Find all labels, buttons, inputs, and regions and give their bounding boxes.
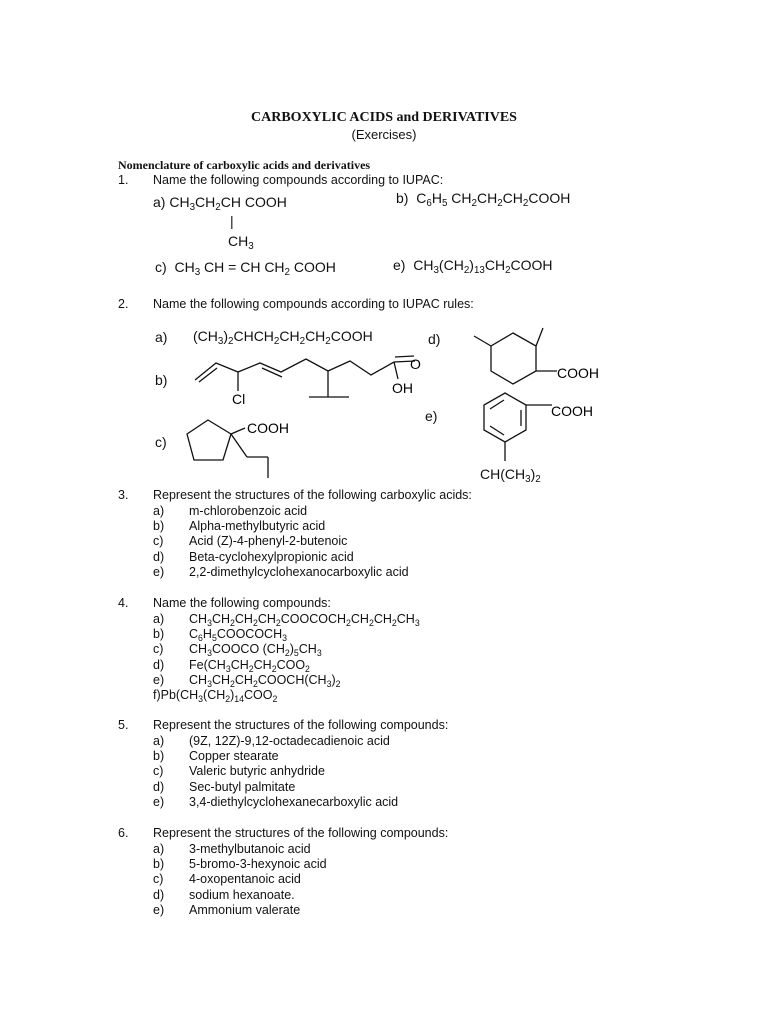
- q5-item-label: a): [153, 734, 165, 748]
- q1-b-label: b): [396, 190, 409, 206]
- q1-a-branch-formula: $CH_3$: [228, 233, 254, 252]
- q2-number: 2.: [118, 297, 129, 311]
- q6-item-label: c): [153, 872, 164, 887]
- q5-item-label: d): [153, 779, 165, 794]
- q4-item-label: b): [153, 627, 165, 642]
- q3-item-label: e): [153, 564, 165, 579]
- q2-a-label: a): [155, 329, 168, 345]
- q3-number: 3.: [118, 488, 129, 502]
- q2-b-oh: OH: [392, 380, 413, 396]
- q1-c-label: c): [155, 259, 167, 275]
- q2-c-cooh: COOH: [247, 420, 289, 436]
- q4-text: Name the following compounds:: [153, 596, 331, 610]
- q6-item-text: 3-methylbutanoic acid: [189, 842, 311, 856]
- page-subtitle: (Exercises): [351, 127, 417, 142]
- q5-item-text: (9Z, 12Z)-9,12-octadecadienoic acid: [189, 734, 390, 748]
- q2-e-cooh: COOH: [551, 403, 593, 419]
- q2-e-sub-formula: $CH(CH_3)_2$: [480, 466, 541, 485]
- q2-d-cooh: COOH: [557, 365, 599, 381]
- q4-item-text: $CH_3CH_2CH_2COOCH(CH_3)_2$: [189, 672, 341, 689]
- q2-c-label: c): [155, 434, 167, 450]
- q5-text: Represent the structures of the following compounds:: [153, 718, 449, 732]
- q4-item-label: d): [153, 657, 165, 672]
- q2-e-ring: [484, 393, 552, 461]
- q5-item-label: e): [153, 794, 165, 809]
- q6-item-label: e): [153, 902, 165, 917]
- q6-item-text: Ammonium valerate: [189, 902, 301, 917]
- q1-e-label: e): [393, 257, 406, 273]
- q1-a-label: a): [153, 194, 166, 210]
- q1-b-formula: $C_6H_5$ $CH_2CH_2CH_2COOH$: [416, 190, 571, 209]
- q1-e-formula: $CH_3(CH_2)_{13}CH_2COOH$: [413, 257, 553, 276]
- q2-e-sub: [480, 466, 541, 485]
- q3-item-text: Acid (Z)-4-phenyl-2-butenoic: [189, 534, 348, 549]
- q3-item-label: d): [153, 549, 165, 564]
- q4-item-text: $Fe(CH_3CH_2CH_2COO_2$: [189, 657, 310, 674]
- q2-text: Name the following compounds according to IUPAC rules:: [153, 297, 474, 311]
- q6-item-label: d): [153, 887, 165, 902]
- q4-item-text: $CH_3COOCO$ $(CH_2)_5CH_3$: [189, 642, 322, 659]
- q3-item-label: c): [153, 534, 164, 549]
- q6-item-text: 4-oxopentanoic acid: [189, 872, 301, 887]
- q2-a-formula-text: $(CH_3)_2CHCH_2CH_2CH_2COOH$: [193, 328, 373, 347]
- q3-item-label: b): [153, 519, 165, 534]
- section-title: Nomenclature of carboxylic acids and derivatives: [118, 158, 371, 172]
- q3-item-text: 2,2-dimethylcyclohexanocarboxylic acid: [189, 564, 409, 579]
- q2-d-ring: [474, 328, 557, 384]
- q2-b-o: O: [410, 356, 421, 372]
- q2-b-cl: Cl: [232, 391, 246, 407]
- q6-item-label: b): [153, 857, 165, 872]
- q4-item-label: a): [153, 612, 165, 626]
- q4-number: 4.: [118, 596, 129, 610]
- q2-e-label: e): [425, 408, 438, 424]
- q5-item-text: Sec-butyl palmitate: [189, 779, 296, 794]
- q6-item-label: a): [153, 842, 165, 856]
- q4-f-text: $f)Pb(CH_3(CH_2)_{14}COO_2$: [153, 688, 278, 704]
- q5-item-text: Copper stearate: [189, 749, 279, 764]
- q5-number: 5.: [118, 718, 129, 732]
- q6-item-text: 5-bromo-3-hexynoic acid: [189, 857, 327, 872]
- q5-item-label: c): [153, 764, 164, 779]
- q3-item-text: m-chlorobenzoic acid: [189, 504, 308, 518]
- q1-a-branch-bond: |: [230, 213, 234, 229]
- page-title: CARBOXYLIC ACIDS and DERIVATIVES: [251, 110, 517, 125]
- q4-f: [153, 688, 277, 703]
- q6-item-text: sodium hexanoate.: [189, 887, 295, 902]
- q3-item-label: a): [153, 504, 165, 518]
- q5-item-text: Valeric butyric anhydride: [189, 764, 325, 779]
- q2-b-label: b): [155, 372, 168, 388]
- q1-a-formula: $CH_3CH_2CH$ COOH: [169, 194, 287, 213]
- q6-text: Represent the structures of the following compounds:: [153, 826, 449, 840]
- q4-item-label: e): [153, 672, 165, 687]
- q1-text: Name the following compounds according to IUPAC:: [153, 173, 444, 187]
- q4-item-text: $CH_3CH_2CH_2CH_2COOCOCH_2CH_2CH_2CH_3$: [189, 612, 420, 628]
- q1-number: 1.: [118, 173, 129, 187]
- q3-item-text: Beta-cyclohexylpropionic acid: [189, 549, 354, 564]
- q2-b-skeleton: [195, 356, 415, 397]
- q4-item-text: $C_6H_5COOCOCH_3$: [189, 627, 287, 644]
- q6-number: 6.: [118, 826, 129, 840]
- q3-text: Represent the structures of the following carboxylic acids:: [153, 488, 472, 502]
- q2-d-label: d): [428, 331, 441, 347]
- q5-item-label: b): [153, 749, 165, 764]
- q5-item-text: 3,4-diethylcyclohexanecarboxylic acid: [189, 794, 399, 809]
- q4-item-label: c): [153, 642, 164, 657]
- q3-item-text: Alpha-methylbutyric acid: [189, 519, 326, 534]
- q1-c-formula: $CH_3$ CH = CH $CH_2$ COOH: [174, 259, 336, 278]
